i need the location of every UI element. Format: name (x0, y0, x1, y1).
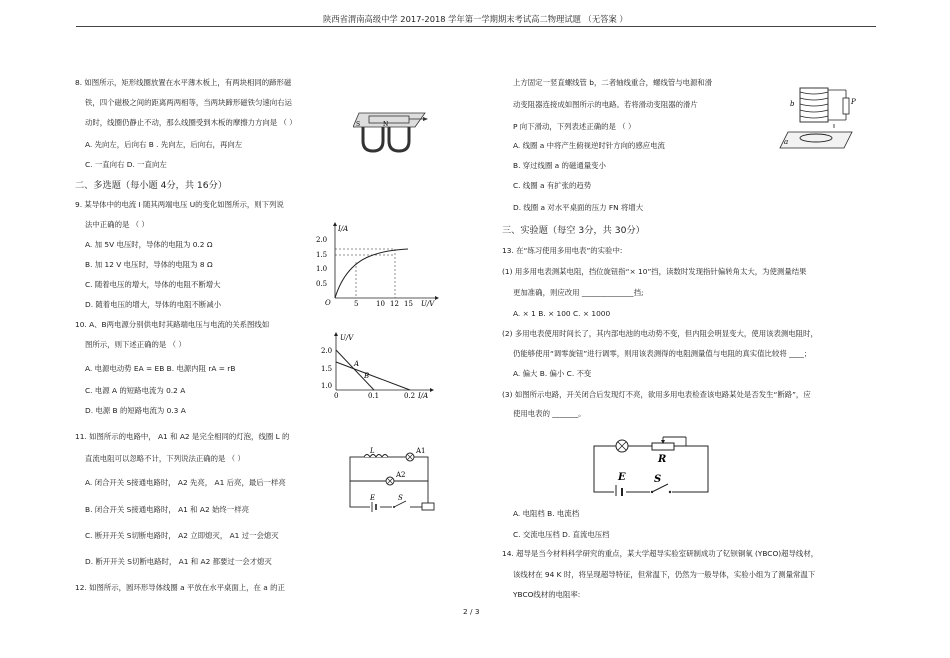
q10-option-d: D. 电源 B 的短路电流为 0.3 A (85, 406, 186, 415)
q9-ytick: 1.0 (316, 265, 328, 273)
q13-part2-line-1: (2) 多用电表使用时间长了，其内部电池的电动势不变，但内阻会明显变大，使用该表测电阻时， (502, 329, 818, 338)
q9-xtick: 10 (376, 300, 385, 307)
q9-iu-graph (313, 222, 443, 307)
q10-ylabel: U/V (340, 334, 354, 342)
q13-circuit-figure (590, 434, 712, 496)
q12-label-b: b (790, 100, 795, 108)
q11-option-a: A. 闭合开关 S接通电路时， A2 先亮， A1 后亮，最后一样亮 (85, 478, 286, 487)
q11-label-l: L (370, 447, 375, 455)
q9-ylabel: I/A (338, 225, 349, 233)
q13-part3-options-ab: A. 电阻档 B. 电流档 (513, 509, 580, 518)
q12-option-d: D. 线圈 a 对水平桌面的压力 FN 将增大 (513, 203, 644, 212)
q10-option-ab: A. 电源电动势 EA = EB B. 电源内阻 rA = rB (85, 364, 236, 373)
q9-xtick: 5 (354, 300, 359, 307)
q11-circuit-figure (340, 445, 445, 515)
q8-option-ab: A. 先向左，后向右 B . 先向左，后向右，再向左 (85, 140, 243, 149)
svg-text:N: N (383, 121, 389, 128)
q8-line-1: 8. 如图所示，矩形线圈放置在水平薄木板上，有两块相同的蹄形磁 (75, 78, 292, 87)
header-rule (76, 26, 876, 27)
q12-option-c: C. 线圈 a 有扩张的趋势 (513, 181, 592, 190)
q10-xlabel: I/A (418, 392, 429, 400)
q10-ytick: 1.0 (321, 382, 333, 390)
q10-line-label-b: B (364, 372, 370, 380)
q9-xtick: 15 (404, 300, 413, 307)
q14-line-1: 14. 超导是当今材料科学研究的重点，某大学超导实验室研制成功了钇钡铜氧 (YBCO)超导线材， (502, 549, 819, 558)
q9-option-c: C. 随着电压的增大，导体的电阻不断增大 (85, 280, 221, 289)
q13-part1-options: A. × 1 B. × 100 C. × 1000 (513, 309, 611, 318)
q10-xtick: 0.1 (368, 392, 380, 400)
q10-xtick: 0.2 (404, 392, 416, 400)
q9-line-2: 法中正确的是 （ ） (85, 220, 149, 229)
q9-option-b: B. 加 12 V 电压时，导体的电阻为 8 Ω (85, 260, 213, 269)
q13-part2-options: A. 偏大 B. 偏小 C. 不变 (513, 369, 592, 378)
q13-label-r: R (658, 454, 667, 465)
q12-line-4: P 向下滑动，下列表述正确的是 （ ） (513, 122, 636, 131)
q9-ytick: 1.5 (316, 251, 328, 259)
section-three-heading: 三、实验题（每空 3分，共 30分） (502, 225, 645, 236)
q13-label-s: S (654, 474, 662, 485)
q11-label-e: E (370, 494, 376, 502)
q9-ytick: 2.0 (316, 236, 328, 244)
q9-xtick: 12 (390, 300, 399, 307)
q13-part3-options-cd: C. 交流电压档 D. 直流电压档 (513, 530, 610, 539)
q12-option-a: A. 线圈 a 中将产生俯视逆时针方向的感应电流 (513, 141, 665, 150)
q9-xlabel: U/V (421, 300, 435, 307)
q10-ytick: 2.0 (321, 347, 333, 355)
q10-xtick: 0 (334, 392, 339, 400)
header-title: 陕西省渭南高级中学 2017-2018 学年第一学期期末考试高二物理试题 （无答案 ） (323, 14, 628, 24)
q12-line-3: 动变阻器连接成如图所示的电路。若将滑动变阻器的滑片 (513, 100, 698, 109)
q13-part3-line-1: (3) 如图所示电路，开关闭合后发现灯不亮，欲用多用电表检查该电路某处是否发生“断路”，应 (502, 390, 811, 399)
q10-ui-graph (318, 332, 443, 402)
q8-magnet-figure (353, 103, 433, 155)
q13-part3-line-2: 使用电表的 _______。 (513, 409, 586, 418)
q9-line-1: 9. 某导体中的电流 I 随其两端电压 U的变化如图所示，则下列说 (75, 200, 284, 209)
q10-line-1: 10. A、B两电源分别供电时其路端电压与电流的关系图线如 (75, 320, 270, 329)
q8-line-2: 铁，四个磁极之间的距离两两相等，当两块蹄形磁铁匀速向右运 (85, 98, 292, 107)
q13-part1-line-2: 更加准确，则应改用 ______________挡; (513, 288, 644, 297)
q10-line-label-a: A (354, 360, 360, 368)
q14-line-2: 该线材在 94 K 时，将呈现超导特征，但常温下，仍然为一般导体，实验小组为了测量常温下 (513, 570, 816, 579)
q12-line-2: 上方固定一竖直螺线管 b，二者轴线重合，螺线管与电源和滑 (513, 78, 713, 87)
q12-option-b: B. 穿过线圈 a 的磁通量变小 (513, 161, 606, 170)
q9-ytick: 0.5 (316, 280, 328, 288)
q9-option-d: D. 随着电压的增大，导体的电阻不断减小 (85, 300, 222, 309)
q11-line-1: 11. 如图所示的电路中， A1 和 A2 是完全相同的灯泡，线圈 L 的 (75, 432, 290, 441)
q11-label-a2: A2 (396, 471, 406, 479)
q11-label-s: S (398, 494, 403, 502)
q9-origin: O (325, 299, 331, 307)
q11-line-2: 直流电阻可以忽略不计，下列说法正确的是 （ ） (85, 454, 245, 463)
q10-ytick: 1.5 (321, 365, 333, 373)
q8-line-3: 动时，线圈仍静止不动，那么线圈受到木板的摩擦力方向是 （ ） (85, 118, 297, 127)
q12-label-p: P (851, 98, 856, 106)
q12-label-a: a (784, 138, 789, 146)
q13-label-e: E (618, 472, 626, 483)
svg-text:S: S (356, 121, 361, 128)
q10-option-c: C. 电源 A 的短路电流为 0.2 A (85, 386, 186, 395)
q8-option-cd: C. 一直向右 D. 一直向左 (85, 160, 167, 169)
q9-option-a: A. 加 5V 电压时，导体的电阻为 0.2 Ω (85, 240, 213, 249)
page-number: 2 / 3 (463, 607, 480, 616)
q13-part2-line-2: 仍能够使用“调零旋钮”进行调零，则用该表测得的电阻测量值与电阻的真实值比较将 ____； (513, 349, 812, 358)
q11-label-a1: A1 (416, 447, 426, 455)
q13-part1-line-1: (1) 用多用电表测某电阻，挡位旋钮指“× 10”挡，读数时发现指针偏转角太大，为使测量结果 (502, 267, 807, 276)
q14-line-3: YBCO线材的电阻率: (513, 590, 581, 599)
q12-line-1: 12. 如图所示，圆环形导体线圈 a 平放在水平桌面上，在 a 的正 (75, 583, 285, 592)
q11-option-d: D. 断开开关 S切断电路时， A1 和 A2 都要过一会才熄灭 (85, 557, 272, 566)
q13-intro: 13. 在“练习使用多用电表”的实验中: (502, 246, 623, 255)
q12-solenoid-figure (778, 84, 858, 152)
q10-line-2: 图所示，则下述正确的是 （ ） (85, 340, 186, 349)
q11-option-c: C. 断开开关 S切断电路时， A2 立即熄灭， A1 过一会熄灭 (85, 531, 279, 540)
section-two-heading: 二、多选题（每小题 4分，共 16分） (75, 180, 228, 191)
q11-option-b: B. 闭合开关 S接通电路时， A1 和 A2 始终一样亮 (85, 505, 249, 514)
